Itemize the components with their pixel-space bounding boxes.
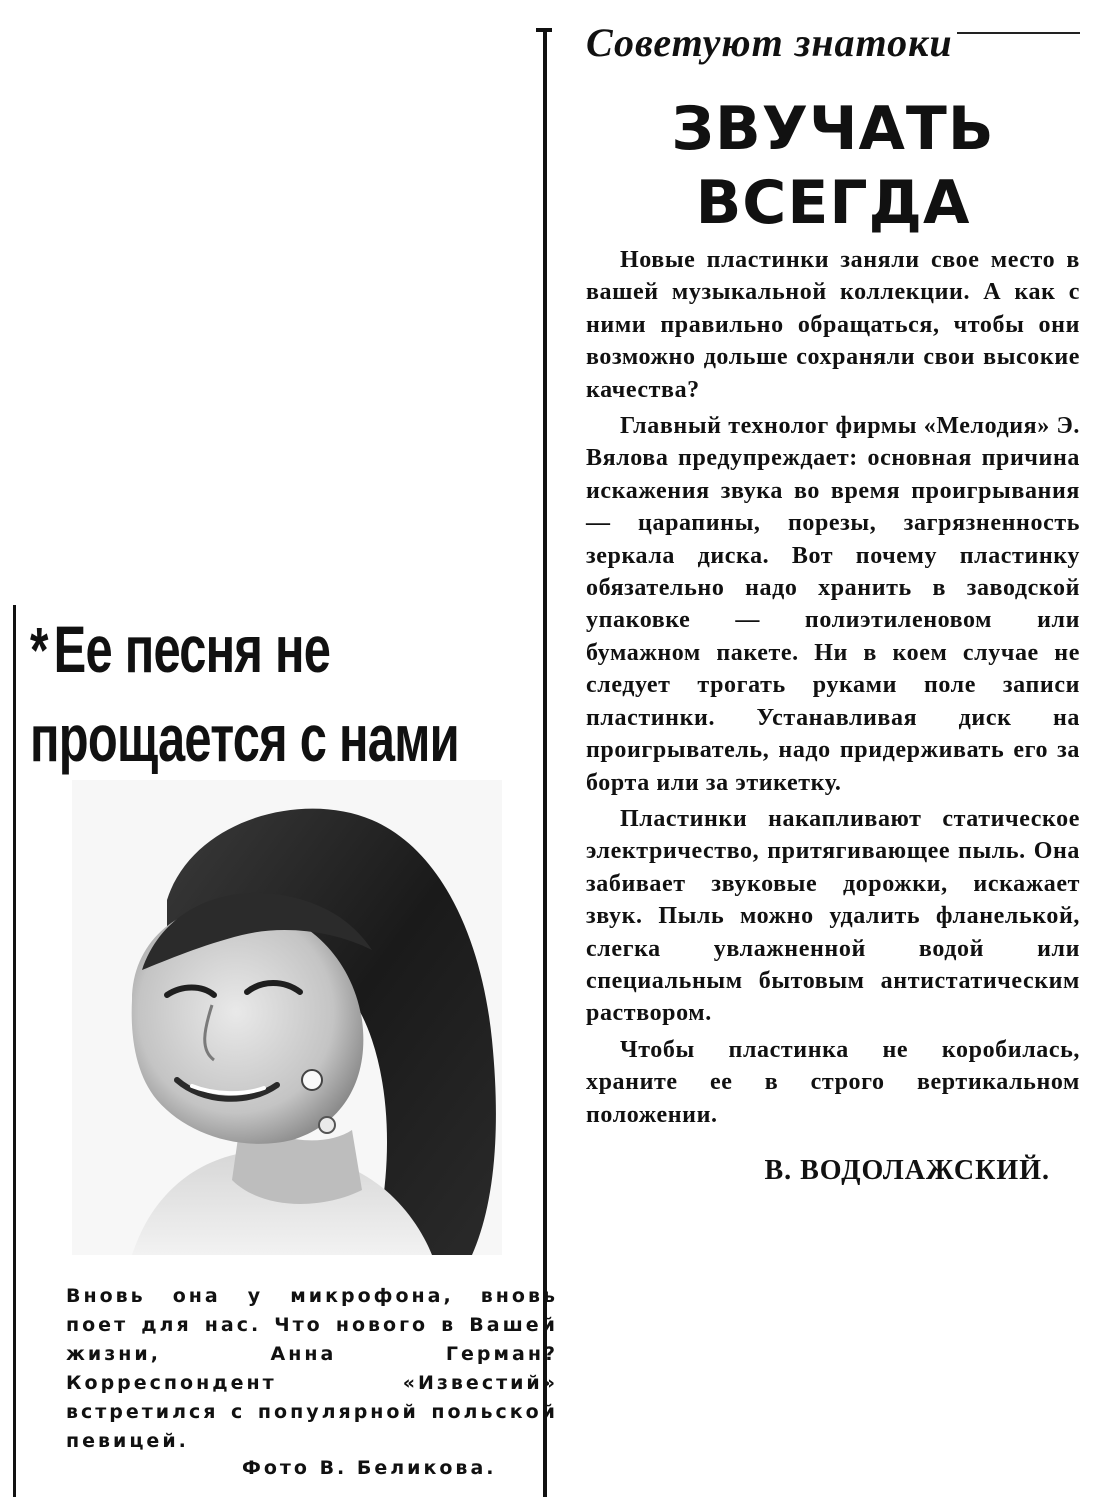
rubric-label: Советуют знатоки (586, 19, 953, 65)
singer-portrait-illustration (72, 780, 502, 1255)
left-column-rule (13, 605, 16, 1497)
article-paragraph: Главный технолог фирмы «Мелодия» Э. Вялова предупреждает: основная причина искажения звука во время проигрывания — царапины, порезы, загрязненность зеркала диска. Вот почему пластинку обязательно надо хранить в заводской упаковке — полиэтиленовом или бумажном пакете. Ни в коем случае не следует трогать руками поле записи пластинки. Устанавливая диск на проигрыватель, надо придерживать его за борта или за этикетку. (586, 413, 1080, 796)
article-paragraph: Чтобы пластинка не коробилась, храните ее в строго вертикальном положении. (586, 1036, 1080, 1128)
article-paragraph: Новые пластинки заняли свое место в вашей музыкальной коллекции. А как с ними правильно обращаться, чтобы они возможно дольше сохраняли свои высокие качества? (586, 247, 1080, 403)
asterisk-icon: * (30, 614, 48, 686)
author-signature: В. ВОДОЛАЖСКИЙ. (764, 1154, 1050, 1186)
left-article (30, 605, 558, 1479)
column-divider-rule (543, 28, 547, 1497)
right-headline-line2: ВСЕГДА (695, 168, 971, 238)
left-headline-text: Ее песня не прощается с нами (30, 612, 459, 775)
right-headline-line1: ЗВУЧАТЬ (671, 94, 995, 164)
rubric-row (586, 14, 1080, 70)
left-headline (30, 605, 541, 782)
article-paragraph: Пластинки накапливают статическое электричество, притягивающее пыль. Она забивает звуковые дорожки, искажает звук. Пыль можно удалить фланелькой, слегка увлажненной водой или специальным бытовым антистатическим раствором. (586, 805, 1080, 1027)
right-article (586, 14, 1080, 1186)
article-body (586, 244, 1080, 1187)
photo-credit: Фото В. Беликова. (242, 1457, 497, 1479)
singer-photo (72, 780, 502, 1255)
column-divider-tick (536, 28, 552, 32)
photo-caption: Вновь она у микрофона, вновь поет для нас. Что нового в Вашей жизни, Анна Герман? Корреспондент «Известий» встретился с популярной польской певицей. (66, 1285, 558, 1452)
rubric-rule (957, 32, 1080, 34)
right-headline (586, 92, 1080, 240)
